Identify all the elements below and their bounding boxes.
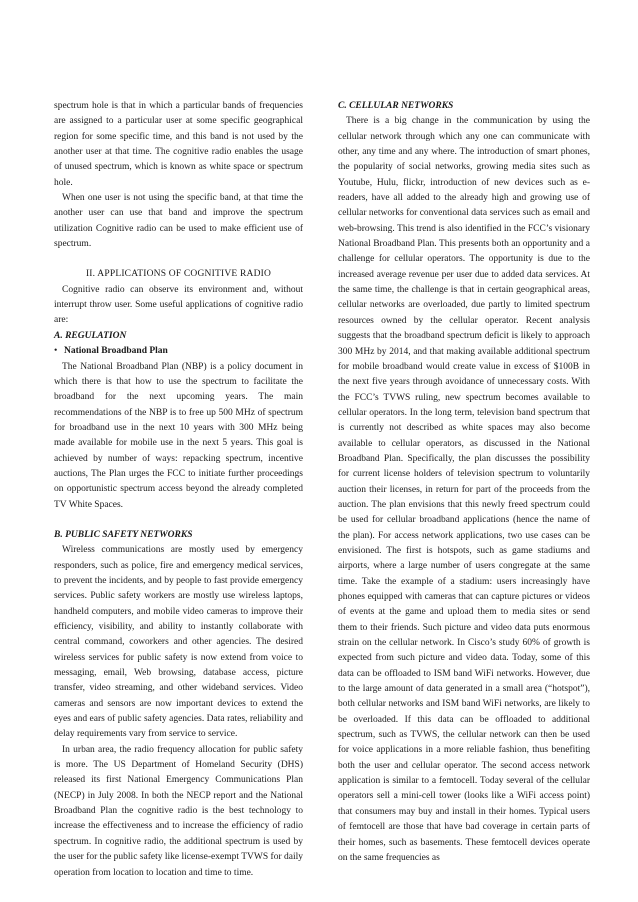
right-column bbox=[338, 99, 590, 866]
paragraph: In urban area, the radio frequency allocation for public safety is more. The US Department of Homeland Security (DHS) released its first National Emergency Communications Plan (NECP) in July 2008. In both the NECP report and the National Broadband Plan the cognitive radio is the best technology to increase the effectiveness and to increase the efficiency of radio spectrum. In cognitive radio, the additional spectrum is used by the user for the public safety like license-exempt TVWS for daily operation from location to location and time to time. bbox=[54, 744, 303, 878]
paragraph: Cognitive radio can observe its environment and, without interrupt throw user. Some useful applications of cognitive radio are: bbox=[54, 284, 303, 326]
bullet-icon: • bbox=[54, 346, 58, 357]
paragraph: There is a big change in the communication by using the cellular network through which any one can communicate with other, any time and any where. The introduction of smart phones, the popularity of social networks, growing media sites such as Youtube, Hulu, flickr, introduction of new devices such as e-readers, have all added to the already high and growing use of cellular networks for conventional data services such as email and web-browsing. This trend is also identified in the FCC’s visionary National Broadband Plan. This presents both an opportunity and a challenge for cellular operators. The opportunity is due to the increased average revenue per user due to added data services. At the same time, the challenge is that in certain geographical areas, cellular networks are overloaded, due partly to limited spectrum resources owned by the cellular operator. Recent analysis suggests that the broadband spectrum deficit is likely to approach 300 MHz by 2014, and that making available additional spectrum for mobile broadband would create value in excess of $100B in the next five years through avoidance of unnecessary costs. With the FCC’s TVWS ruling, new spectrum becomes available to cellular operators. In the long term, television band spectrum that is currently not described as white spaces may also become available to cellular operators, as discussed in the National Broadband Plan. Specifically, the plan discusses the possibility for current license holders of television spectrum to voluntarily auction their licenses, in return for part of the proceeds from the auction. The plan envisions that this newly freed spectrum could be used for cellular broadband applications (hence the name of the plan). For access network applications, two use cases can be envisioned. The first is hotspots, such as game stadiums and airports, where a large number of users congregate at the same time. Take the example of a stadium: users increasingly have phones equipped with cameras that can capture pictures or videos of events at the game and upload them to media sites or send them to their friends. Such picture and video data puts enormous strain on the cellular network. In Cisco’s study 60% of growth is expected from such picture and video data. Today, some of this data can be offloaded to ISM band WiFi networks. However, due to the large amount of data generated in a small area (“hotspot”), both cellular networks and ISM band WiFi networks, are likely to be overloaded. If this data can be offloaded to additional spectrum, such as TVWS, the cellular network can then be used for voice applications in a more reliable fashion, thus benefiting both the user and cellular operator. The second access network application is similar to a femtocell. Today several of the cellular operators sell a mini-cell tower (looks like a WiFi access point) that consumers may buy and install in their homes. Typical users of femtocell are those that have bad coverage in certain parts of their homes, such as basements. These femtocell devices operate on the same frequencies as bbox=[338, 116, 590, 863]
paragraph: When one user is not using the specific band, at that time the another user can use that band and improve the spectrum utilization Cognitive radio can be used to make efficient use of spectrum. bbox=[54, 193, 303, 250]
bullet-title: National Broadband Plan bbox=[64, 346, 168, 357]
paragraph: Wireless communications are mostly used by emergency responders, such as police, fire and emergency medical services, to prevent the incidents, and by people to fast provide emergency services. Public safety workers are mostly use wireless laptops, handheld computers, and mobile video cameras to improve their efficiency, visibility, and ability to instantly collaborate with central command, coworkers and other agencies. The desired wireless services for public safety is now extend from voice to messaging, email, Web browsing, database access, picture transfer, video streaming, and other wideband services. Video cameras and sensors are now important devices to extend the eyes and ears of public safety agencies. Data rates, reliability and delay requirements vary from service to service. bbox=[54, 545, 303, 740]
left-column bbox=[54, 99, 303, 881]
subsection-heading-public-safety: B. PUBLIC SAFETY NETWORKS bbox=[54, 529, 193, 540]
subsection-heading-regulation: A. REGULATION bbox=[54, 330, 127, 341]
paragraph: spectrum hole is that in which a particular bands of frequencies are assigned to a particular user at some specific geographical region for some specific time, and this band is not used by the another user at that time. The cognitive radio enables the usage of unused spectrum, which is known as white space or spectrum hole. bbox=[54, 101, 303, 188]
paragraph: The National Broadband Plan (NBP) is a policy document in which there is that how to use the spectrum to facilitate the broadband for the next upcoming years. The main recommendations of the NBP is to free up 500 MHz of spectrum for broadband use in the next 10 years with 300 MHz being made available for mobile use in the next 5 years. This goal is achieved by number of ways: repacking spectrum, incentive auctions, The Plan urges the FCC to initiate further proceedings on opportunistic spectrum access beyond the already completed TV White Spaces. bbox=[54, 361, 303, 510]
bullet-item bbox=[54, 344, 303, 359]
section-heading: II. APPLICATIONS OF COGNITIVE RADIO bbox=[85, 269, 272, 280]
subsection-heading-cellular: C. CELLULAR NETWORKS bbox=[338, 101, 454, 111]
